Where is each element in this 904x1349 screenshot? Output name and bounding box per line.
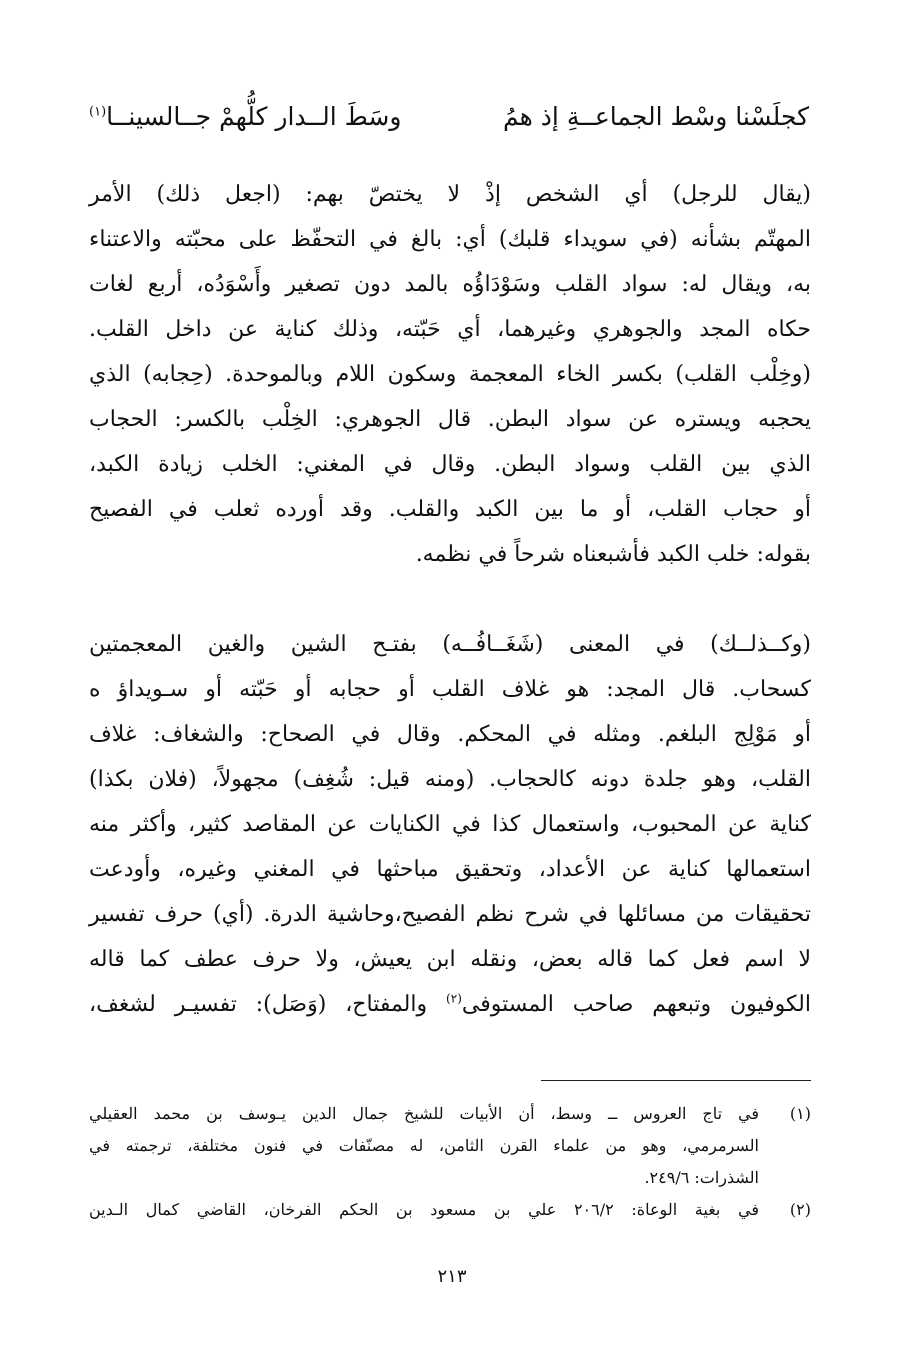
footnotes bbox=[89, 1098, 811, 1226]
footnote-2 bbox=[89, 1194, 811, 1226]
paragraph-line: أو مَوْلِج البلغم. ومثله في المحكم. وقال في الصحاح: والشغاف: غلاف bbox=[89, 722, 811, 747]
paragraph-line-end: والمفتاح، (وَصَل): تفسيـر لشغف، bbox=[89, 992, 447, 1017]
paragraph-line: يحجبه ويستره عن سواد البطن. قال الجوهري: الخِلْب بالكسر: الحجاب bbox=[89, 407, 811, 432]
footnote-body bbox=[89, 1098, 759, 1194]
footnote-line: الشذرات: ٢٤٩/٦. bbox=[644, 1168, 759, 1187]
paragraph-line: الذي بين القلب وسواد البطن. وقال في المغني: الخلب زيادة الكبد، bbox=[89, 452, 811, 477]
footnote-separator bbox=[541, 1080, 811, 1081]
footnote-number: (١) bbox=[789, 1104, 811, 1123]
footnote-body bbox=[89, 1194, 759, 1226]
verse-second-text: وسَطَ الــدار كلُّهمْ جــالسينــا bbox=[106, 102, 402, 131]
paragraph-1 bbox=[89, 172, 811, 577]
verse-first-hemistich bbox=[503, 94, 809, 140]
footnote-line: في بغية الوعاة: ٢٠٦/٢ علي بن مسعود بن الحكم الفرخان، القاضي كمال الـدين bbox=[89, 1200, 759, 1219]
paragraph-line: بقوله: خلب الكبد فأشبعناه شرحاً في نظمه. bbox=[415, 542, 811, 567]
paragraph-line: لا اسم فعل كما قاله بعض، ونقله ابن يعيش، ولا حرف عطف كما قاله bbox=[89, 947, 811, 972]
page-number: ٢١٣ bbox=[437, 1266, 467, 1287]
paragraph-last-line bbox=[89, 982, 811, 1027]
paragraph-line: حكاه المجد والجوهري وغيرهما، أي حَبّته، وذلك كناية عن داخل القلب. bbox=[89, 317, 811, 342]
poetry-verse bbox=[89, 94, 809, 140]
verse-second-hemistich bbox=[89, 94, 401, 140]
footnote-marker-1: (١) bbox=[89, 104, 107, 120]
paragraph-line-start: الكوفيون وتبعهم صاحب المستوفى bbox=[461, 992, 811, 1017]
footnote-1 bbox=[89, 1098, 811, 1194]
paragraph-line: (وخِلْب القلب) بكسر الخاء المعجمة وسكون اللام وبالموحدة. (حِجابه) الذي bbox=[89, 362, 811, 387]
footnote-marker-2: (٢) bbox=[446, 991, 462, 1006]
footnote-number: (٢) bbox=[789, 1200, 811, 1219]
paragraph-line: تحقيقات من مسائلها في شرح نظم الفصيح،وحاشية الدرة. (أي) حرف تفسير bbox=[89, 902, 811, 927]
verse-first-text: كجلَسْنا وسْط الجماعــةِ إذ همُ bbox=[503, 102, 809, 131]
paragraph-line: به، ويقال له: سواد القلب وسَوْدَاؤُه بالمد دون تصغير وأَسْوَدُه، أربع لغات bbox=[89, 272, 811, 297]
paragraph-line: كناية عن المحبوب، واستعمال كذا في الكنايات عن المقاصد كثير، وأكثر منه bbox=[89, 812, 811, 837]
paragraph-line: أو حجاب القلب، أو ما بين الكبد والقلب. وقد أورده ثعلب في الفصيح bbox=[89, 497, 811, 522]
paragraph-line: (وكــذلــك) في المعنى (شَغَــافُــه) بفتـح الشين والغين المعجمتين bbox=[89, 632, 811, 657]
paragraph-line: (يقال للرجل) أي الشخص إذْ لا يختصّ بهم: (اجعل ذلك) الأمر bbox=[89, 182, 811, 207]
paragraph-2 bbox=[89, 622, 811, 1027]
paragraph-line: المهتّم بشأنه (في سويداء قلبك) أي: بالغ في التحفّظ على محبّته والاعتناء bbox=[89, 227, 811, 252]
paragraph-line: القلب، وهو جلدة دونه كالحجاب. (ومنه قيل: شُغِف) مجهولاً، (فلان بكذا) bbox=[89, 767, 811, 792]
footnote-line: في تاج العروس ــ وسط، أن الأبيات للشيخ جمال الدين يـوسف بن محمد العقيلي bbox=[89, 1104, 760, 1123]
footnote-line: السرمرمي، وهو من علماء القرن الثامن، له مصنّفات في فنون مختلفة، ترجمته في bbox=[89, 1136, 759, 1155]
paragraph-line: كسحاب. قال المجد: هو غلاف القلب أو حجابه أو حَبّته أو سـويداؤ ه bbox=[89, 677, 811, 702]
paragraph-line: استعمالها كناية عن الأعداد، وتحقيق مباحثها في المغني وغيره، وأودعت bbox=[89, 857, 811, 882]
